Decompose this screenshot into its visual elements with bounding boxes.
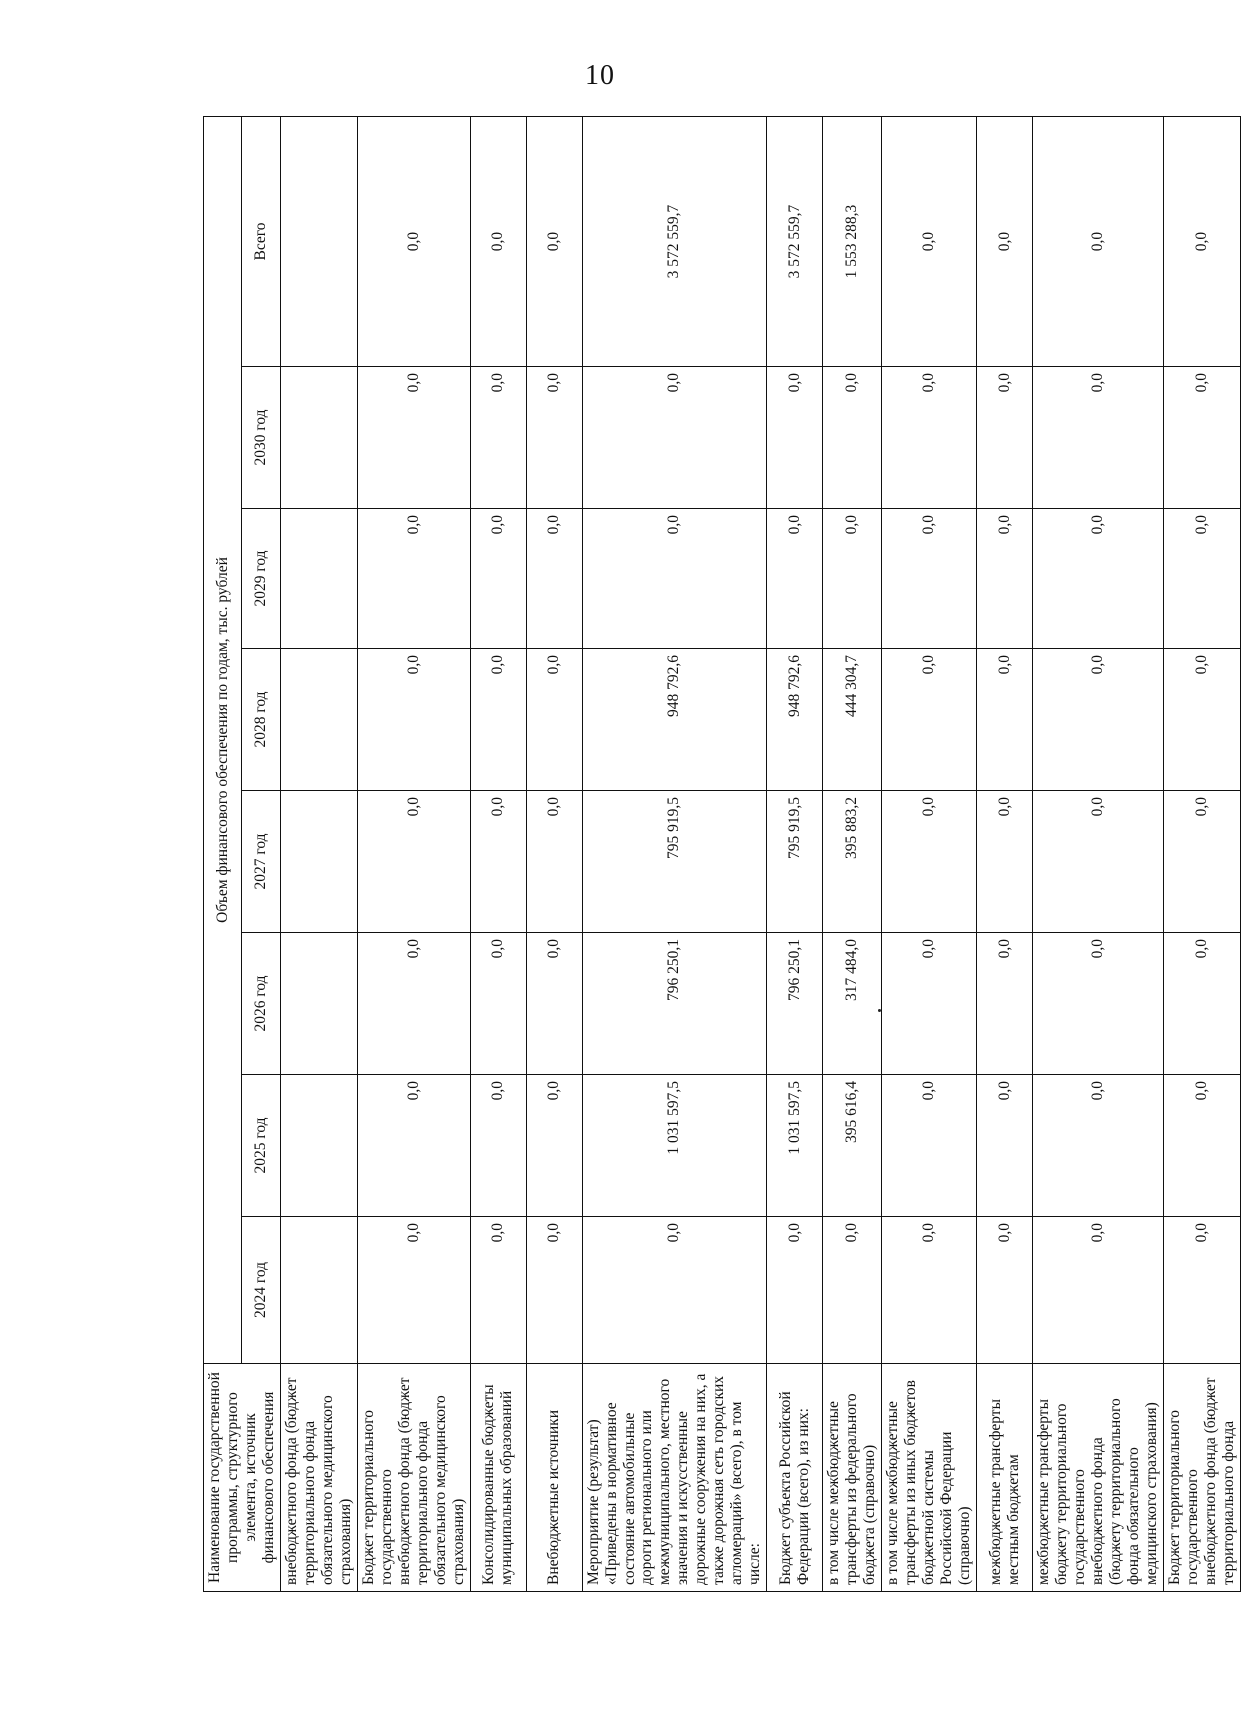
row-label: Бюджет субъекта Российской Федерации (всего), из них:	[767, 1364, 823, 1592]
row-label: Бюджет территориального государственного внебюджетного фонда (бюджет территориального фонда	[1163, 1364, 1240, 1592]
cell-value: 948 792,6	[767, 649, 823, 791]
row-label: Внебюджетные источники	[526, 1364, 582, 1592]
row-label: Бюджет территориального государственного внебюджетного фонда (бюджет территориального фонда обязательного медицинского страхования)	[357, 1364, 470, 1592]
table-row	[582, 117, 767, 1592]
cell-value: 0,0	[470, 367, 526, 509]
financing-table	[203, 116, 1241, 1592]
cell-total: 3 572 559,7	[767, 117, 823, 367]
cell-value: 395 616,4	[823, 1075, 882, 1217]
row-label: в том числе межбюджетные трансферты из иных бюджетов бюджетной системы Российской Федерации (справочно)	[882, 1364, 977, 1592]
table-row	[357, 117, 470, 1592]
cell-value	[280, 1075, 357, 1217]
cell-value: 0,0	[1033, 509, 1164, 649]
header-financing-group: Объем финансового обеспечения по годам, тыс. рублей	[204, 117, 242, 1364]
cell-value: 0,0	[882, 1217, 977, 1364]
cell-value: 0,0	[977, 1075, 1033, 1217]
cell-value: 0,0	[526, 933, 582, 1075]
row-label: Консолидированные бюджеты муниципальных образований	[470, 1364, 526, 1592]
header-year: 2025 год	[242, 1075, 280, 1217]
cell-value: 796 250,1	[767, 933, 823, 1075]
header-year: 2029 год	[242, 509, 280, 649]
cell-value: 444 304,7	[823, 649, 882, 791]
cell-total: 0,0	[1163, 117, 1240, 367]
cell-total: 0,0	[882, 117, 977, 367]
cell-total: 1 553 288,3	[823, 117, 882, 367]
cell-value: 0,0	[582, 509, 767, 649]
table-row	[526, 117, 582, 1592]
cell-value: 0,0	[977, 649, 1033, 791]
cell-total: 3 572 559,7	[582, 117, 767, 367]
cell-value: 796 250,1	[582, 933, 767, 1075]
cell-value: 0,0	[357, 649, 470, 791]
row-label: межбюджетные трансферты местным бюджетам	[977, 1364, 1033, 1592]
cell-value: 0,0	[526, 791, 582, 933]
cell-value: 0,0	[357, 1217, 470, 1364]
cell-value: 0,0	[526, 649, 582, 791]
cell-value	[280, 933, 357, 1075]
cell-value: 0,0	[470, 649, 526, 791]
row-label: внебюджетного фонда (бюджет территориального фонда обязательного медицинского страхования)	[280, 1364, 357, 1592]
header-year: 2026 год	[242, 933, 280, 1075]
cell-value: 0,0	[1163, 791, 1240, 933]
cell-value: 0,0	[357, 933, 470, 1075]
cell-value: 0,0	[470, 791, 526, 933]
cell-value: 0,0	[1033, 367, 1164, 509]
header-year: 2028 год	[242, 649, 280, 791]
cell-value	[280, 367, 357, 509]
cell-value: 0,0	[357, 1075, 470, 1217]
cell-value: 0,0	[1033, 649, 1164, 791]
cell-value: 0,0	[582, 367, 767, 509]
table-row	[1033, 117, 1164, 1592]
table-row	[470, 117, 526, 1592]
cell-value: 0,0	[526, 1217, 582, 1364]
cell-value: 0,0	[1033, 1217, 1164, 1364]
header-year: 2024 год	[242, 1217, 280, 1364]
cell-value: 0,0	[1163, 933, 1240, 1075]
cell-value: 0,0	[357, 509, 470, 649]
cell-value: 1 031 597,5	[582, 1075, 767, 1217]
cell-value: 0,0	[823, 509, 882, 649]
cell-total	[280, 117, 357, 367]
cell-value: 0,0	[767, 1217, 823, 1364]
header-name-column: Наименование государственной программы, структурного элемента, источник финансового обеспечения	[204, 1364, 281, 1592]
cell-value: 0,0	[526, 1075, 582, 1217]
cell-value: 0,0	[1163, 1217, 1240, 1364]
table-row	[280, 117, 357, 1592]
cell-value: 0,0	[470, 509, 526, 649]
page-number: 10	[585, 60, 615, 91]
cell-value: 0,0	[882, 367, 977, 509]
cell-value: 0,0	[882, 509, 977, 649]
cell-value: 0,0	[823, 1217, 882, 1364]
cell-value: 0,0	[882, 791, 977, 933]
cell-value: 0,0	[882, 649, 977, 791]
row-label: в том числе межбюджетные трансферты из федерального бюджета (справочно)	[823, 1364, 882, 1592]
rotated-table-container	[203, 117, 1237, 1592]
cell-value: 0,0	[1163, 367, 1240, 509]
cell-value: 0,0	[470, 1075, 526, 1217]
cell-value: 0,0	[1033, 933, 1164, 1075]
cell-value: 0,0	[767, 509, 823, 649]
cell-value: 0,0	[977, 1217, 1033, 1364]
scan-speck	[878, 1009, 881, 1012]
table-row	[882, 117, 977, 1592]
cell-value: 948 792,6	[582, 649, 767, 791]
cell-value: 0,0	[977, 509, 1033, 649]
cell-value: 0,0	[1163, 509, 1240, 649]
header-year: 2030 год	[242, 367, 280, 509]
cell-total: 0,0	[526, 117, 582, 367]
cell-value: 1 031 597,5	[767, 1075, 823, 1217]
cell-value: 0,0	[977, 933, 1033, 1075]
cell-value: 0,0	[582, 1217, 767, 1364]
cell-value: 0,0	[1033, 791, 1164, 933]
cell-value: 0,0	[526, 509, 582, 649]
cell-value: 0,0	[470, 1217, 526, 1364]
cell-total: 0,0	[977, 117, 1033, 367]
cell-value: 0,0	[1163, 1075, 1240, 1217]
cell-value: 317 484,0	[823, 933, 882, 1075]
cell-value: 0,0	[357, 791, 470, 933]
cell-value: 0,0	[977, 791, 1033, 933]
cell-value	[280, 791, 357, 933]
cell-value: 0,0	[1033, 1075, 1164, 1217]
cell-value: 395 883,2	[823, 791, 882, 933]
cell-value: 0,0	[470, 933, 526, 1075]
cell-value: 0,0	[882, 933, 977, 1075]
cell-value	[280, 649, 357, 791]
cell-value: 0,0	[977, 367, 1033, 509]
header-year: 2027 год	[242, 791, 280, 933]
table-row	[1163, 117, 1240, 1592]
table-row	[767, 117, 823, 1592]
header-total: Всего	[242, 117, 280, 367]
cell-total: 0,0	[1033, 117, 1164, 367]
cell-value: 0,0	[357, 367, 470, 509]
cell-value: 0,0	[1163, 649, 1240, 791]
row-label: Мероприятие (результат) «Приведены в нормативное состояние автомобильные дороги регионального или межмуниципального, местного значения и искусственные дорожные сооружения на них, а также дорожная сеть городских агломераций» (всего), в том числе:	[582, 1364, 767, 1592]
cell-value: 0,0	[526, 367, 582, 509]
cell-total: 0,0	[357, 117, 470, 367]
cell-value	[280, 509, 357, 649]
cell-value: 795 919,5	[767, 791, 823, 933]
cell-value: 0,0	[823, 367, 882, 509]
cell-value: 0,0	[767, 367, 823, 509]
table-row	[977, 117, 1033, 1592]
cell-value: 0,0	[882, 1075, 977, 1217]
cell-value	[280, 1217, 357, 1364]
table-row	[823, 117, 882, 1592]
row-label: межбюджетные трансферты бюджету территориального государственного внебюджетного фонда (бюджету территориального фонда обязательного медицинского страхования)	[1033, 1364, 1164, 1592]
cell-value: 795 919,5	[582, 791, 767, 933]
cell-total: 0,0	[470, 117, 526, 367]
